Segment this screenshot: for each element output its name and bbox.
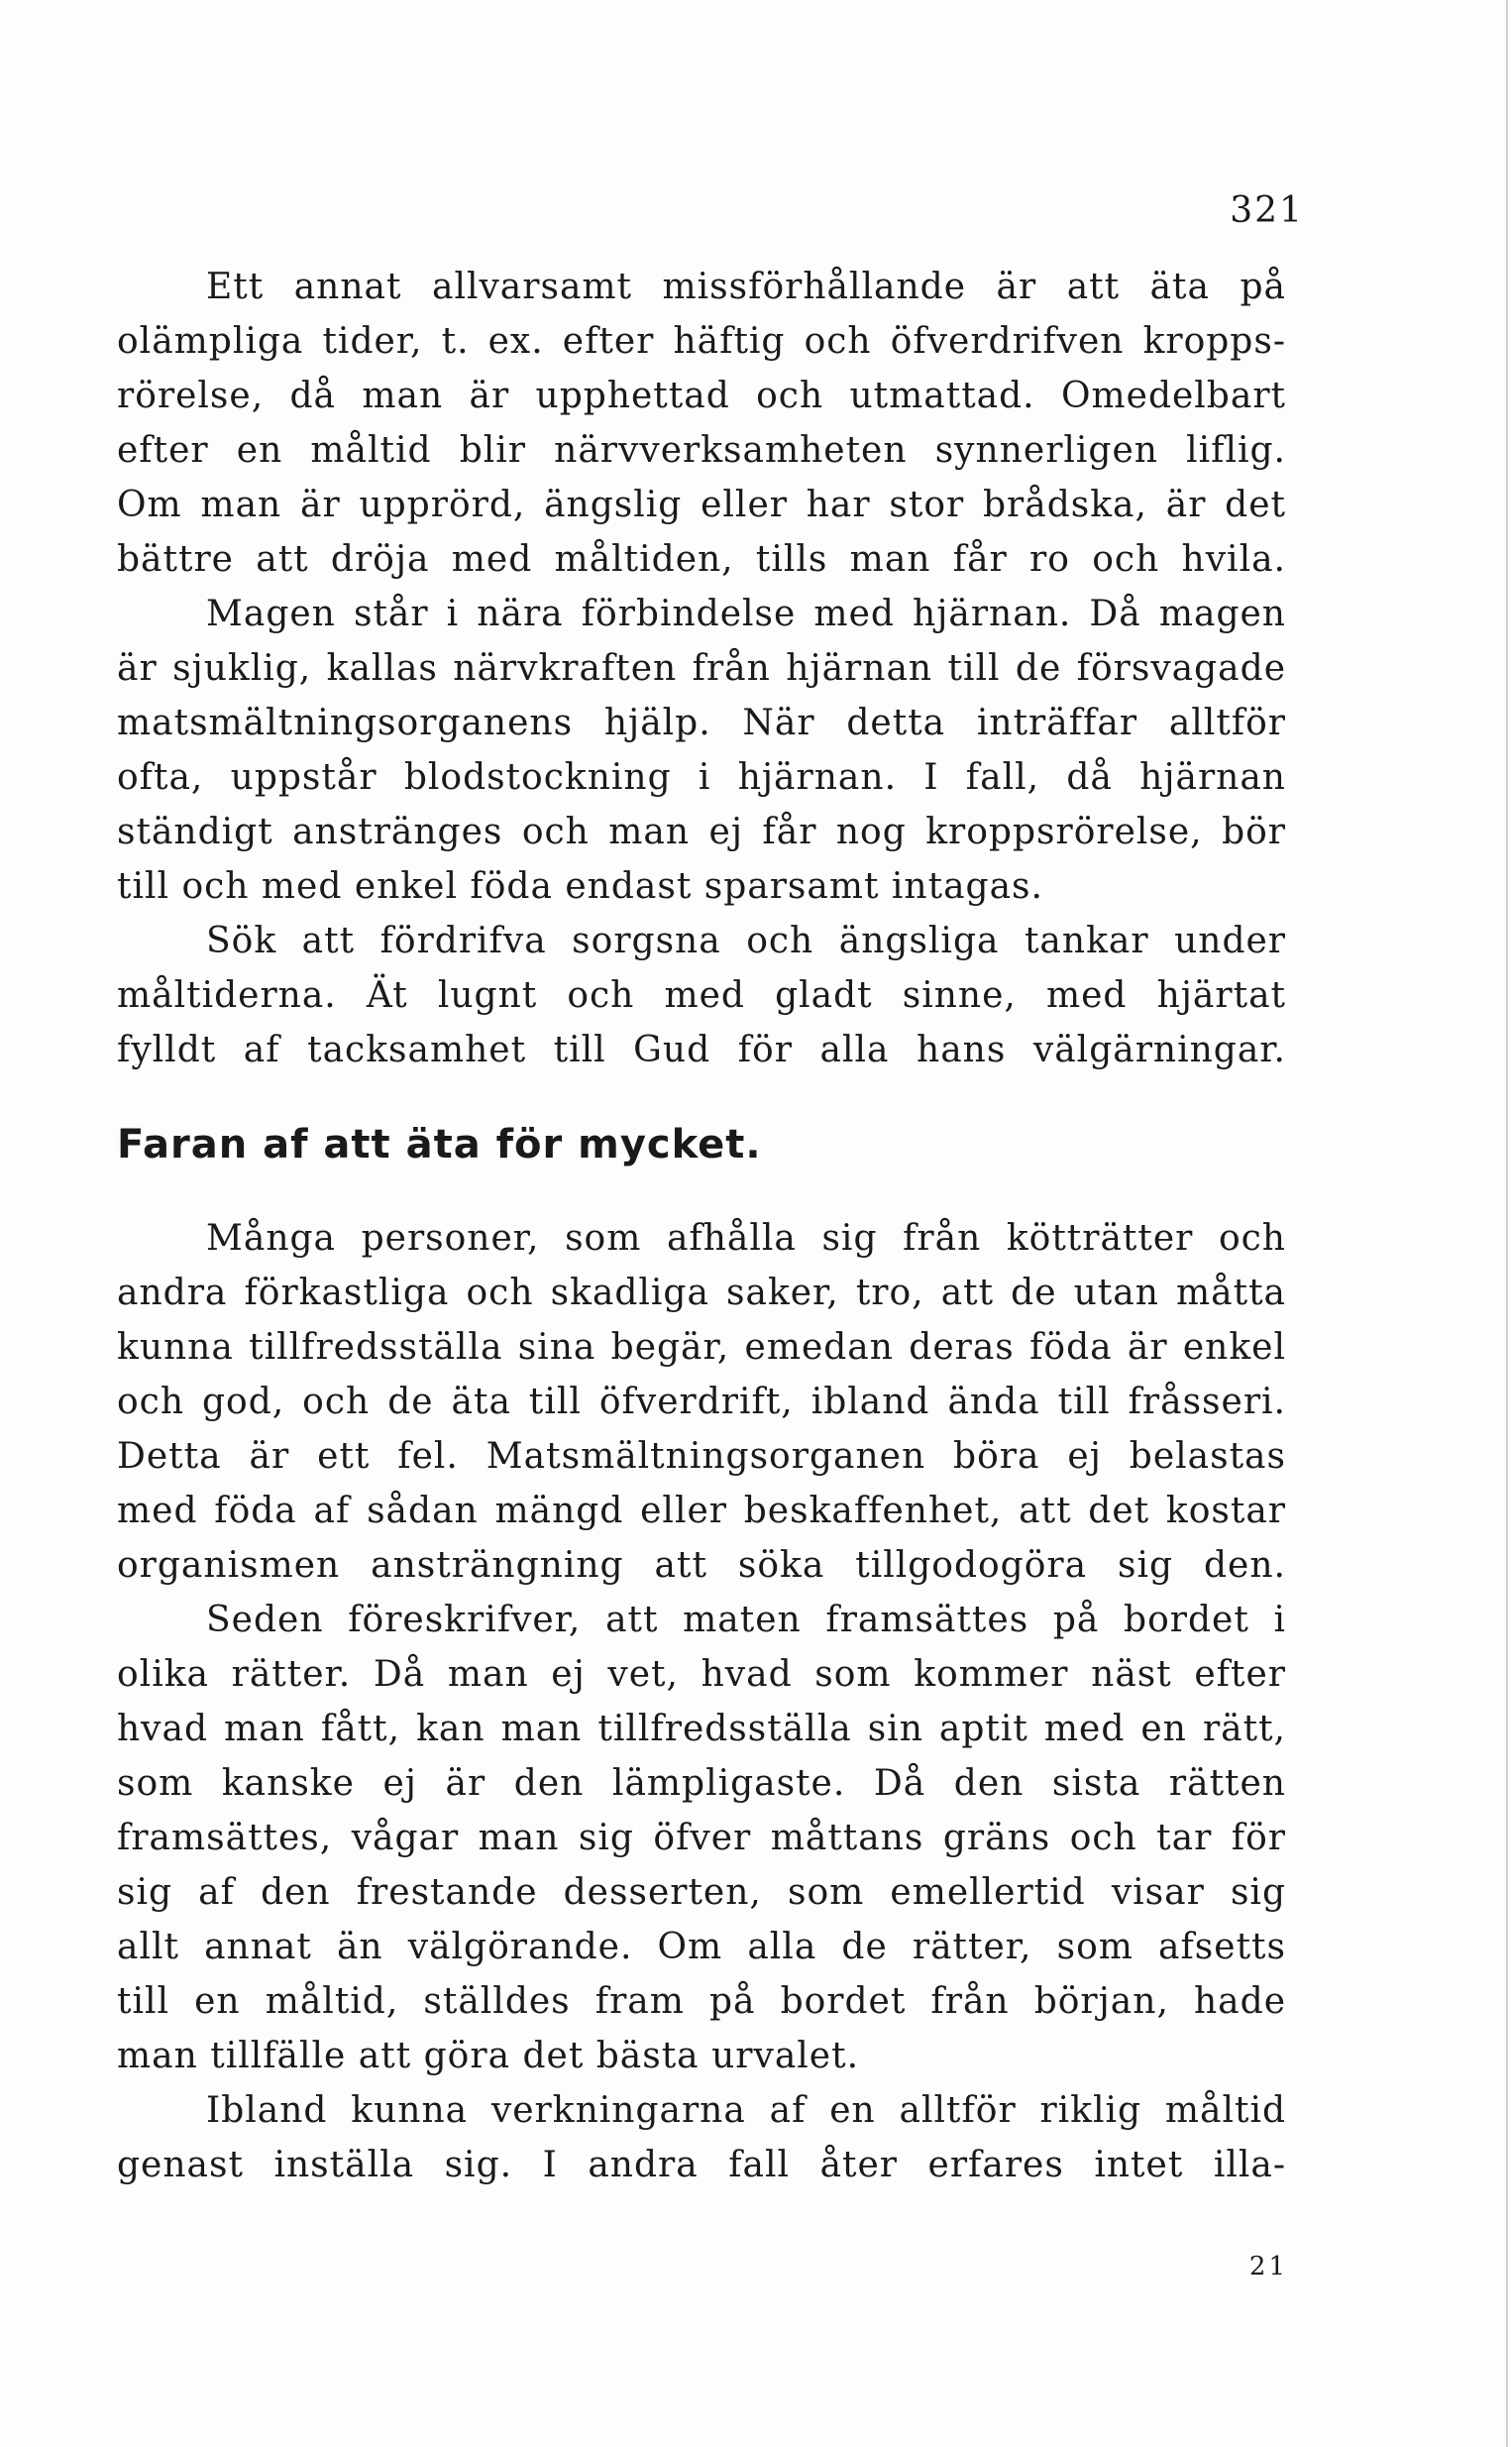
text-line: kunna tillfredsställa sina begär, emedan deras föda är enkel xyxy=(117,1327,1286,1368)
text-line: framsättes, vågar man sig öfver måttans gräns och tar för xyxy=(117,1818,1286,1858)
text-line: Seden föreskrifver, att maten framsättes på bordet i xyxy=(206,1600,1286,1640)
signature-mark: 21 xyxy=(1248,2252,1288,2281)
page-edge xyxy=(1506,0,1508,2447)
section-1-text xyxy=(117,260,1286,1077)
section-heading: Faran af att äta för mycket. xyxy=(117,1122,762,1168)
text-line: Ett annat allvarsamt missförhållande är att äta på xyxy=(206,267,1286,307)
text-line: ofta, uppstår blodstockning i hjärnan. I fall, då hjärnan xyxy=(117,757,1286,798)
text-line: till en måltid, ställdes fram på bordet från början, hade xyxy=(117,1981,1286,2022)
text-line: ständigt anstränges och man ej får nog kroppsrörelse, bör xyxy=(117,812,1286,852)
text-line: andra förkastliga och skadliga saker, tro, att de utan måtta xyxy=(117,1273,1286,1313)
text-line: Detta är ett fel. Matsmältningsorganen böra ej belastas xyxy=(117,1436,1286,1477)
text-line: bättre att dröja med måltiden, tills man får ro och hvila. xyxy=(117,539,1286,580)
text-line: Ibland kunna verkningarna af en alltför riklig måltid xyxy=(206,2090,1286,2131)
text-line: Sök att fördrifva sorgsna och ängsliga tankar under xyxy=(206,921,1286,961)
page-number: 321 xyxy=(1230,190,1304,231)
text-line: efter en måltid blir närvverksamheten synnerligen liflig. xyxy=(117,430,1286,471)
text-line: fylldt af tacksamhet till Gud för alla hans välgärningar. xyxy=(117,1030,1286,1070)
text-line: hvad man fått, kan man tillfredsställa sin aptit med en rätt, xyxy=(117,1709,1286,1749)
text-line: till och med enkel föda endast sparsamt intagas. xyxy=(117,866,1043,907)
text-line: genast inställa sig. I andra fall åter erfares intet illa- xyxy=(117,2145,1286,2185)
text-line: olämpliga tider, t. ex. efter häftig och öfverdrifven kropps- xyxy=(117,321,1286,362)
text-line: man tillfälle att göra det bästa urvalet. xyxy=(117,2036,860,2076)
text-line: organismen ansträngning att söka tillgodogöra sig den. xyxy=(117,1545,1286,1586)
text-line: som kanske ej är den lämpligaste. Då den sista rätten xyxy=(117,1763,1286,1804)
section-2-text xyxy=(117,1211,1286,2192)
text-line: olika rätter. Då man ej vet, hvad som kommer näst efter xyxy=(117,1654,1286,1695)
text-line: Om man är upprörd, ängslig eller har stor brådska, är det xyxy=(117,485,1286,525)
text-line: allt annat än välgörande. Om alla de rätter, som afsetts xyxy=(117,1927,1286,1967)
text-line: måltiderna. Ät lugnt och med gladt sinne, med hjärtat xyxy=(117,975,1286,1016)
text-line: Många personer, som afhålla sig från kötträtter och xyxy=(206,1218,1286,1259)
text-line: sig af den frestande desserten, som emellertid visar sig xyxy=(117,1872,1286,1913)
text-line: är sjuklig, kallas närvkraften från hjärnan till de försvagade xyxy=(117,648,1286,689)
text-line: och god, och de äta till öfverdrift, ibland ända till fråsseri. xyxy=(117,1382,1286,1422)
text-line: rörelse, då man är upphettad och utmattad. Omedelbart xyxy=(117,376,1286,416)
text-line: Magen står i nära förbindelse med hjärnan. Då magen xyxy=(206,594,1286,634)
text-line: med föda af sådan mängd eller beskaffenhet, att det kostar xyxy=(117,1491,1286,1531)
text-line: matsmältningsorganens hjälp. När detta inträffar alltför xyxy=(117,703,1286,743)
